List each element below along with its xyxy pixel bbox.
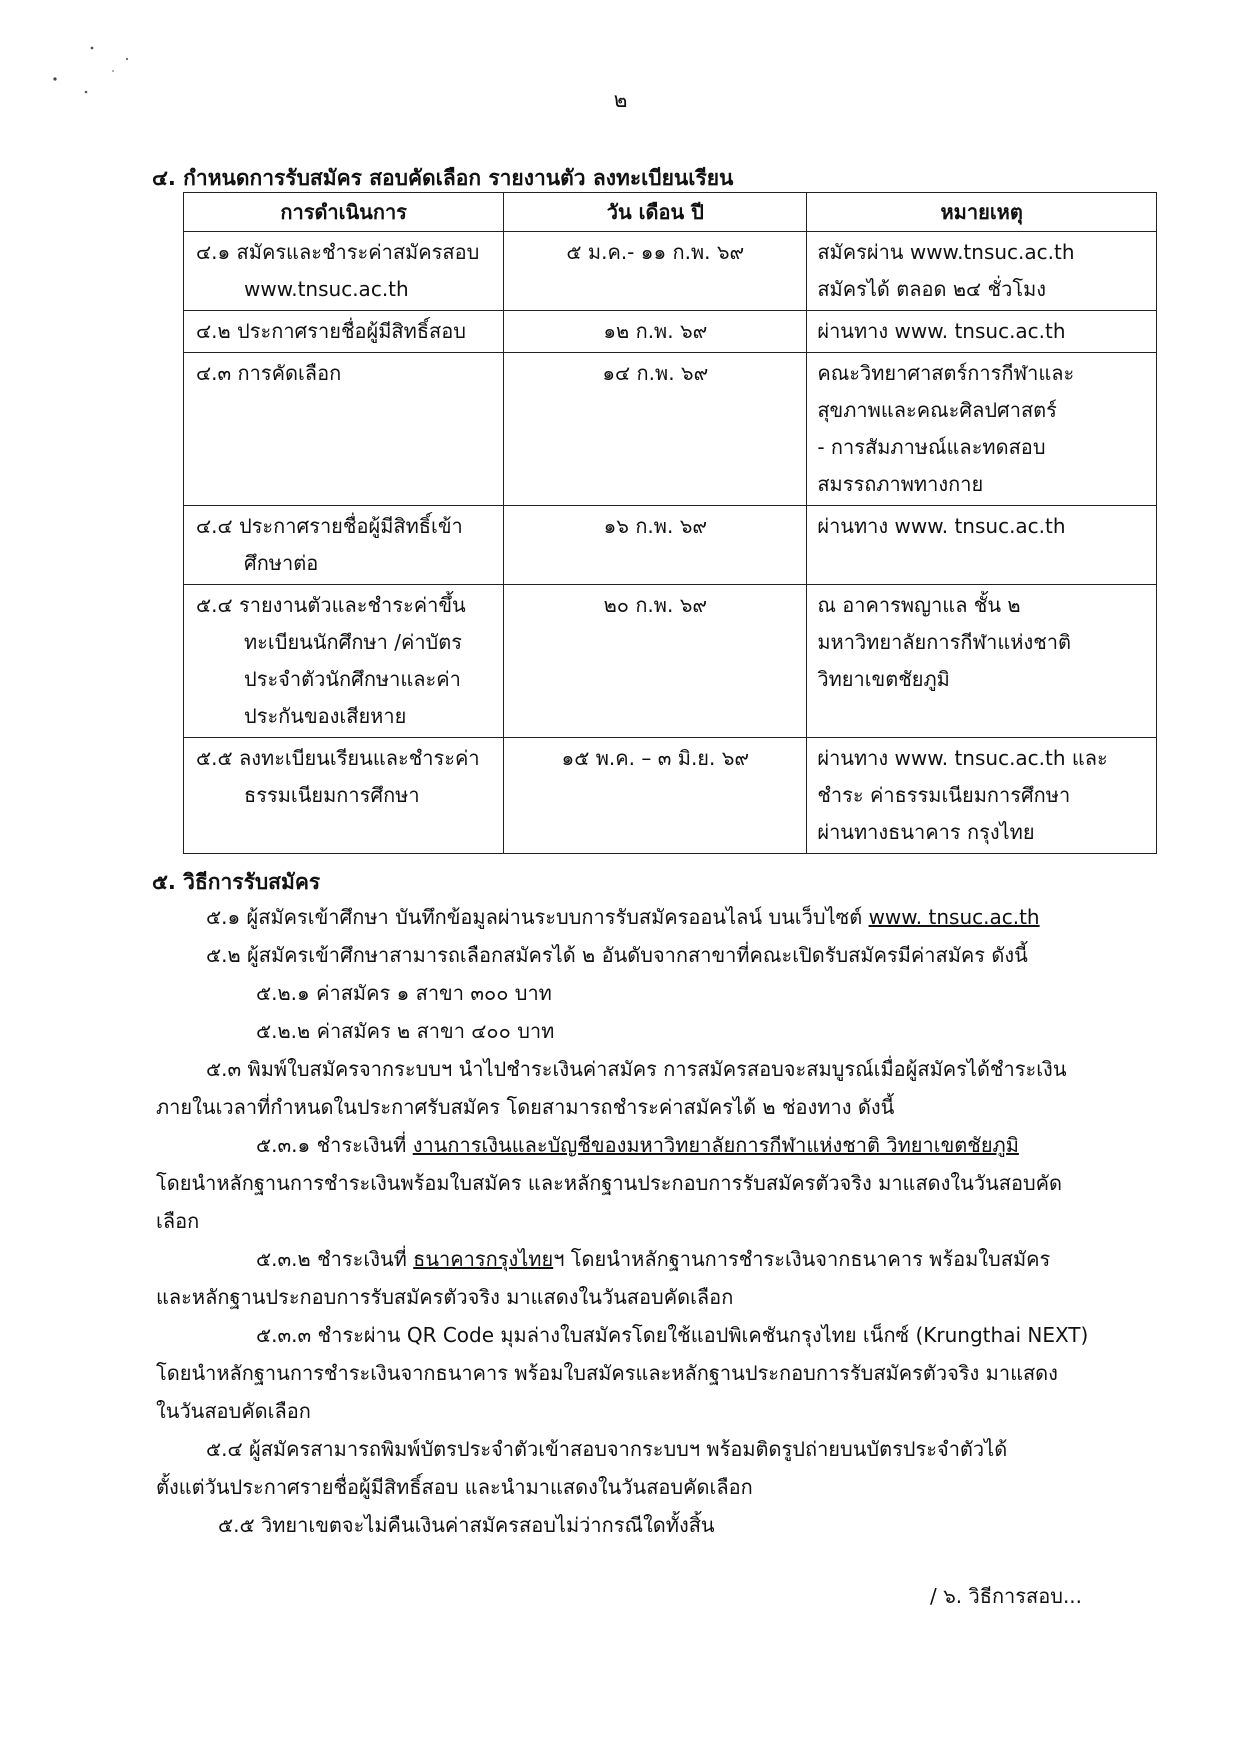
row-note: [807, 232, 1157, 311]
activity-text: ๕.๔ รายงานตัวและชำระค่าขึ้นทะเบียนนักศึกษา /ค่าบัตรประจำตัวนักศึกษาและค่าประกันของเสียหาย: [196, 593, 466, 728]
section-5-body: [156, 898, 1096, 1544]
row-date: ๑๔ ก.พ. ๖๙: [504, 353, 807, 506]
note-line: สมัครผ่าน www.tnsuc.ac.th: [817, 240, 1075, 264]
row-activity: [184, 232, 504, 311]
bank-name: ธนาคารกรุงไทย: [413, 1247, 554, 1271]
row-note: [807, 738, 1157, 854]
item-5-3-2-suffix: ฯ โดยนำหลักฐานการชำระเงินจากธนาคาร พร้อมใบสมัคร: [553, 1247, 1051, 1271]
note-line: มหาวิทยาลัยการกีฬาแห่งชาติ: [817, 630, 1072, 654]
note-line: สมัครได้ ตลอด ๒๔ ชั่วโมง: [817, 277, 1047, 301]
note-line: ผ่านทาง www. tnsuc.ac.th และ: [817, 746, 1108, 770]
activity-text: ๕.๕ ลงทะเบียนเรียนและชำระค่าธรรมเนียมการศึกษา: [196, 746, 480, 807]
note-line: ผ่านทาง www. tnsuc.ac.th: [817, 514, 1066, 538]
row-date: ๑๖ ก.พ. ๖๙: [504, 506, 807, 585]
table-header-row: [184, 193, 1157, 232]
section-4-title: ๔. กำหนดการรับสมัคร สอบคัดเลือก รายงานตัว ลงทะเบียนเรียน: [152, 166, 734, 190]
row-activity: [184, 506, 504, 585]
item-5-3-line1: ๕.๓ พิมพ์ใบสมัครจากระบบฯ นำไปชำระเงินค่าสมัคร การสมัครสอบจะสมบูรณ์เมื่อผู้สมัครได้ชำระเงิน: [206, 1057, 1067, 1081]
note-line: ผ่านทางธนาคาร กรุงไทย: [817, 820, 1035, 844]
note-line: วิทยาเขตชัยภูมิ: [817, 667, 950, 691]
table-row: [184, 738, 1157, 854]
row-date: ๒๐ ก.พ. ๖๙: [504, 585, 807, 738]
note-line: ณ อาคารพญาแล ชั้น ๒: [817, 593, 1021, 617]
item-5-4-line1: ๕.๔ ผู้สมัครสามารถพิมพ์บัตรประจำตัวเข้าสอบจากระบบฯ พร้อมติดรูปถ่ายบนบัตรประจำตัวได้: [206, 1437, 1008, 1461]
schedule-table: [183, 192, 1157, 854]
table-row: [184, 311, 1157, 353]
item-5-3-3-line2: โดยนำหลักฐานการชำระเงินจากธนาคาร พร้อมใบสมัครและหลักฐานประกอบการรับสมัครตัวจริง มาแสดง: [156, 1361, 1058, 1385]
page-number: ๒: [613, 88, 628, 112]
item-5-3-1-line2: โดยนำหลักฐานการชำระเงินพร้อมใบสมัคร และหลักฐานประกอบการรับสมัครตัวจริง มาแสดงในวันสอบคัดเลือก: [156, 1171, 1063, 1233]
row-note: [807, 311, 1157, 353]
row-note: [807, 585, 1157, 738]
row-note: [807, 506, 1157, 585]
activity-text: ๔.๒ ประกาศรายชื่อผู้มีสิทธิ์สอบ: [196, 319, 466, 343]
section-5-title: ๕. วิธีการรับสมัคร: [152, 870, 321, 894]
row-activity: [184, 585, 504, 738]
item-5-3-3-line1: ๕.๓.๓ ชำระผ่าน QR Code มุมล่างใบสมัครโดยใช้แอปพิเคชันกรุงไทย เน็กซ์ (Krungthai NEXT): [256, 1323, 1089, 1347]
next-page-reference: / ๖. วิธีการสอบ...: [930, 1584, 1083, 1608]
row-date: ๑๒ ก.พ. ๖๙: [504, 311, 807, 353]
row-activity: [184, 353, 504, 506]
finance-office-name: งานการเงินและบัญชีของมหาวิทยาลัยการกีฬาแห่งชาติ วิทยาเขตชัยภูมิ: [412, 1133, 1019, 1157]
item-5-3-1-text: ๕.๓.๑ ชำระเงินที่: [256, 1133, 407, 1157]
table-row: [184, 585, 1157, 738]
item-5-4-line2: ตั้งแต่วันประกาศรายชื่อผู้มีสิทธิ์สอบ และนำมาแสดงในวันสอบคัดเลือก: [156, 1475, 753, 1499]
note-line: สุขภาพและคณะศิลปศาสตร์: [817, 398, 1057, 422]
header-date: วัน เดือน ปี: [504, 193, 807, 232]
note-line: สมรรถภาพทางกาย: [817, 472, 984, 496]
website-link[interactable]: www. tnsuc.ac.th: [868, 905, 1040, 929]
header-note: หมายเหตุ: [807, 193, 1157, 232]
item-5-3-2-line2: และหลักฐานประกอบการรับสมัครตัวจริง มาแสดงในวันสอบคัดเลือก: [156, 1285, 734, 1309]
item-5-2: ๕.๒ ผู้สมัครเข้าศึกษาสามารถเลือกสมัครได้ ๒ อันดับจากสาขาที่คณะเปิดรับสมัครมีค่าสมัคร ดังนี้: [206, 943, 1028, 967]
item-5-2-1: ๕.๒.๑ ค่าสมัคร ๑ สาขา ๓๐๐ บาท: [256, 981, 552, 1005]
item-5-3-2-text: ๕.๓.๒ ชำระเงินที่: [256, 1247, 407, 1271]
row-date: ๑๕ พ.ค. – ๓ มิ.ย. ๖๙: [504, 738, 807, 854]
activity-text: ๔.๑ สมัครและชำระค่าสมัครสอบ www.tnsuc.ac.th: [196, 240, 480, 301]
header-activity: การดำเนินการ: [184, 193, 504, 232]
activity-text: ๔.๔ ประกาศรายชื่อผู้มีสิทธิ์เข้าศึกษาต่อ: [196, 514, 463, 575]
item-5-3-2: [156, 1240, 1096, 1278]
row-note: [807, 353, 1157, 506]
activity-text: ๔.๓ การคัดเลือก: [196, 361, 342, 385]
item-5-2-2: ๕.๒.๒ ค่าสมัคร ๒ สาขา ๔๐๐ บาท: [256, 1019, 555, 1043]
table-row: [184, 353, 1157, 506]
table-row: [184, 506, 1157, 585]
table-row: [184, 232, 1157, 311]
row-activity: [184, 311, 504, 353]
row-date: ๕ ม.ค.- ๑๑ ก.พ. ๖๙: [504, 232, 807, 311]
note-line: ผ่านทาง www. tnsuc.ac.th: [817, 319, 1066, 343]
item-5-3-3-line3: ในวันสอบคัดเลือก: [156, 1399, 311, 1423]
note-line: ชำระ ค่าธรรมเนียมการศึกษา: [817, 783, 1071, 807]
item-5-5: ๕.๕ วิทยาเขตจะไม่คืนเงินค่าสมัครสอบไม่ว่ากรณีใดทั้งสิ้น: [218, 1513, 715, 1537]
row-activity: [184, 738, 504, 854]
item-5-3-line2: ภายในเวลาที่กำหนดในประกาศรับสมัคร โดยสามารถชำระค่าสมัครได้ ๒ ช่องทาง ดังนี้: [156, 1095, 895, 1119]
note-line: คณะวิทยาศาสตร์การกีฬาและ: [817, 361, 1075, 385]
item-5-1: [156, 898, 1096, 936]
note-line: - การสัมภาษณ์และทดสอบ: [817, 435, 1046, 459]
item-5-3-1: [156, 1126, 1096, 1164]
item-5-1-text: ๕.๑ ผู้สมัครเข้าศึกษา บันทึกข้อมูลผ่านระบบการรับสมัครออนไลน์ บนเว็บไซต์: [206, 905, 863, 929]
